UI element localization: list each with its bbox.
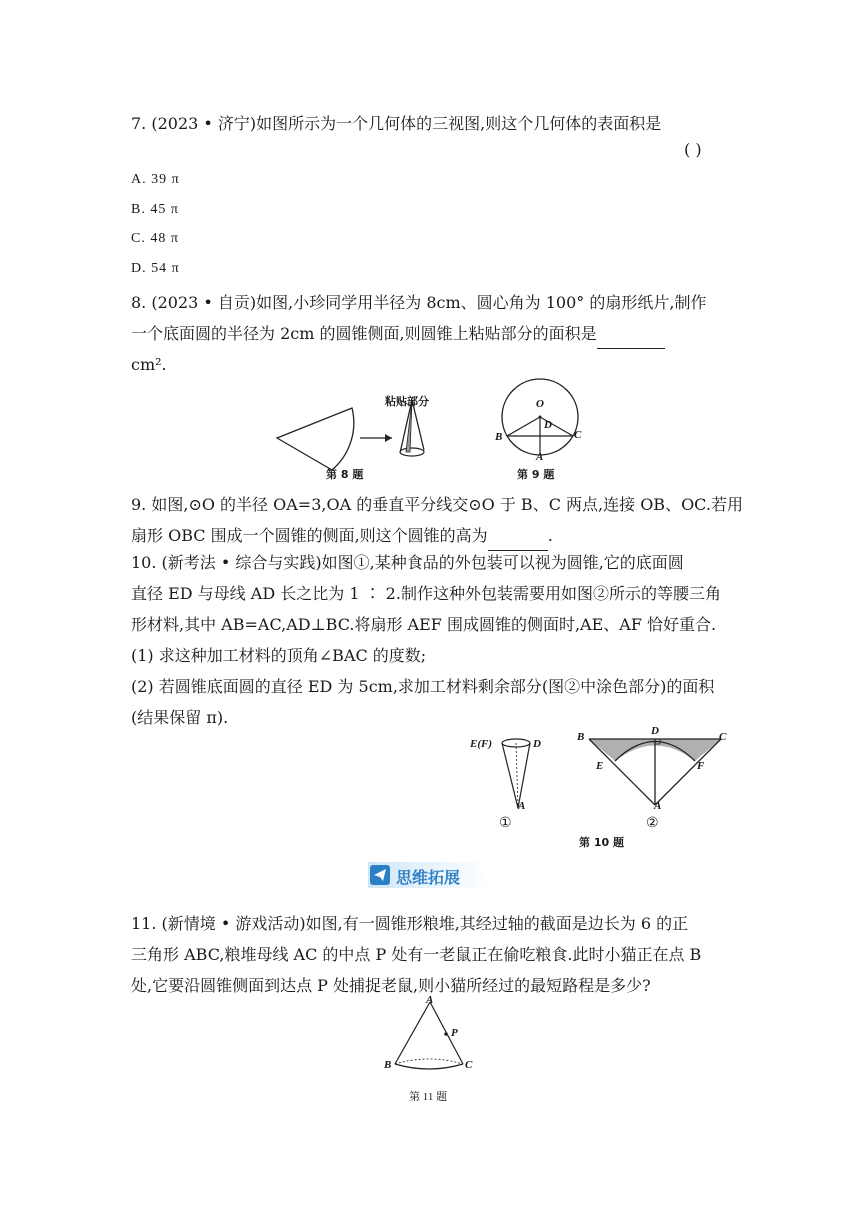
fig9-label-c: C <box>574 429 582 441</box>
fig9-caption: 第 9 题 <box>517 468 555 481</box>
fig11-caption: 第 11 题 <box>409 1091 448 1103</box>
fig10-label-c: C <box>719 731 727 743</box>
q10-sub2b: (结果保留 π). <box>131 708 229 727</box>
fig10-label-d1: D <box>533 738 541 750</box>
fig8-glue-label: 粘贴部分 <box>385 395 429 408</box>
fig10-caption: 第 10 题 <box>579 836 624 849</box>
q7-option-a: A. 39 π <box>131 172 180 187</box>
q7-stem: 7. (2023 • 济宁)如图所示为一个几何体的三视图,则这个几何体的表面积是 <box>131 114 662 133</box>
section-title: 思维拓展 <box>396 868 461 887</box>
point-p <box>444 1032 448 1036</box>
fig10-label-a1: A <box>518 800 526 812</box>
sector-paper <box>277 408 354 470</box>
q7-option-b: B. 45 π <box>131 202 179 217</box>
q10-line1: 10. (新考法 • 综合与实践)如图①,某种食品的外包装可以视为圆锥,它的底面圆 <box>131 553 684 572</box>
fig9-label-b: B <box>495 431 503 443</box>
fig10-label-b: B <box>577 731 585 743</box>
q11-line1: 11. (新情境 • 游戏活动)如图,有一圆锥形粮堆,其经过轴的截面是边长为 6 的正 <box>131 914 689 933</box>
fig8-caption: 第 8 题 <box>326 468 364 481</box>
fig10-sub-label-1: ① <box>499 815 512 831</box>
fig11-label-p: P <box>451 1027 458 1039</box>
q10-line2: 直径 ED 与母线 AD 长之比为 1 ∶ 2.制作这种外包装需要用如图②所示的等腰三角 <box>131 584 721 603</box>
q11-line2: 三角形 ABC,粮堆母线 AC 的中点 P 处有一老鼠正在偷吃粮食.此时小猫正在点 B <box>131 945 702 964</box>
fig11-label-c: C <box>465 1059 473 1071</box>
q11-line3: 处,它要沿圆锥侧面到达点 P 处捕捉老鼠,则小猫所经过的最短路程是多少? <box>131 976 651 995</box>
q10-sub1: (1) 求这种加工材料的顶角∠BAC 的度数; <box>131 646 427 665</box>
q8-answer-blank <box>597 330 665 349</box>
section-header <box>368 862 490 888</box>
fig10-sub-label-2: ② <box>646 815 659 831</box>
fig9-label-d: D <box>544 419 552 431</box>
fig9-label-a: A <box>536 451 544 463</box>
q9-line1: 9. 如图,⊙O 的半径 OA=3,OA 的垂直平分线交⊙O 于 B、C 两点,连接 OB、OC.若用 <box>131 495 743 514</box>
fig11-label-b: B <box>384 1059 392 1071</box>
q10-stem <box>131 547 771 733</box>
q8-line3: cm². <box>131 355 167 374</box>
fig10-label-d2: D <box>651 725 659 737</box>
q10-line3: 形材料,其中 AB=AC,AD⊥BC.将扇形 AEF 围成圆锥的侧面时,AE、AF 恰好重合. <box>131 615 717 634</box>
fig11-label-a: A <box>426 994 434 1006</box>
fig10-label-e: E <box>596 760 604 772</box>
q7-option-c: C. 48 π <box>131 231 179 246</box>
q8-line2: 一个底面圆的半径为 2cm 的圆锥侧面,则圆锥上粘贴部分的面积是 <box>131 318 771 349</box>
q10-sub2: (2) 若圆锥底面圆的直径 ED 为 5cm,求加工材料剩余部分(图②中涂色部分)的面积 <box>131 677 715 696</box>
q8-stem <box>131 287 771 380</box>
fig10-label-a2: A <box>654 800 662 812</box>
q11-stem <box>131 908 771 1001</box>
q8-line1: 8. (2023 • 自贡)如图,小珍同学用半径为 8cm、圆心角为 100° 的扇形纸片,制作 <box>131 293 707 312</box>
fig9-label-o: O <box>536 398 544 410</box>
q7-answer-paren: ( ) <box>684 140 702 159</box>
q9-stem <box>131 489 771 551</box>
q7-option-d: D. 54 π <box>131 261 180 276</box>
fig10-label-f: F <box>697 760 705 772</box>
fig10-label-ef: E(F) <box>470 738 492 750</box>
q9-line2: 扇形 OBC 围成一个圆锥的侧面,则这个圆锥的高为 . <box>131 520 771 551</box>
